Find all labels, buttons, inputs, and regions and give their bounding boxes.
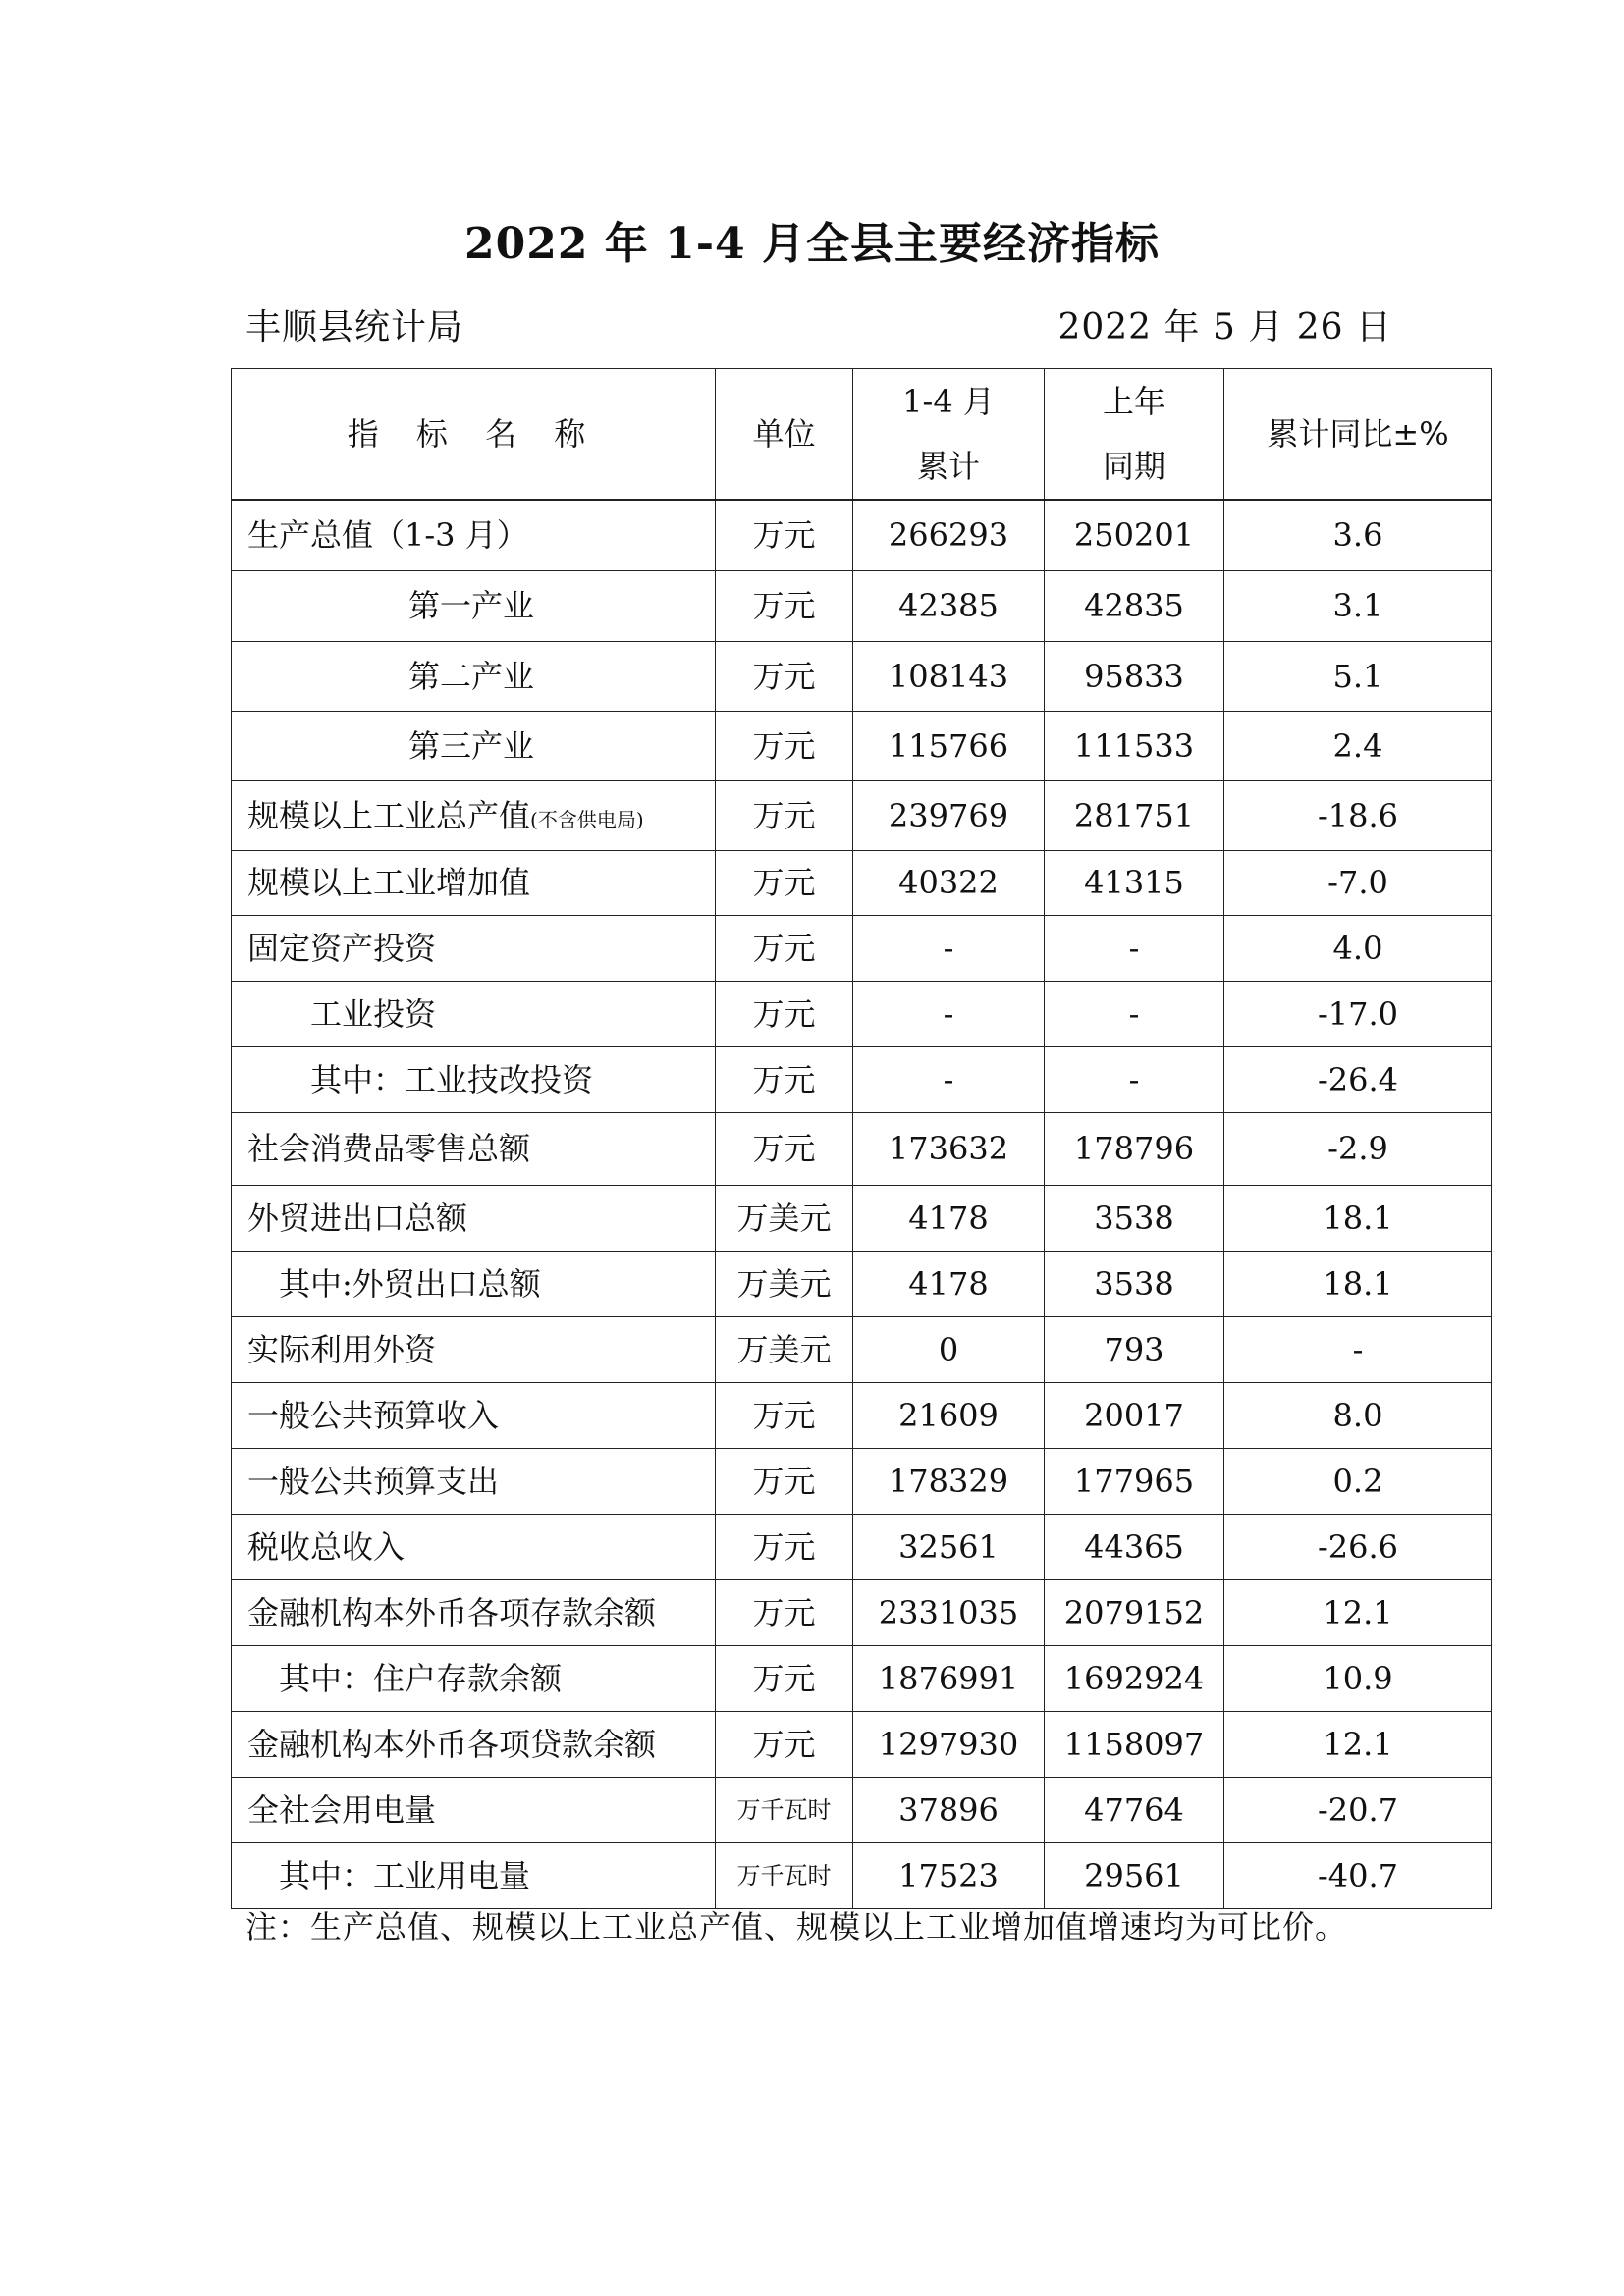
row-change: 3.1 bbox=[1224, 570, 1492, 641]
row-prior: 1692924 bbox=[1045, 1645, 1224, 1711]
table-row bbox=[232, 1711, 1492, 1777]
table-row bbox=[232, 850, 1492, 915]
row-current: 4178 bbox=[853, 1251, 1045, 1316]
row-prior: 1158097 bbox=[1045, 1711, 1224, 1777]
row-name: 金融机构本外币各项贷款余额 bbox=[232, 1711, 716, 1777]
table-row bbox=[232, 1251, 1492, 1316]
header-change: 累计同比±% bbox=[1224, 369, 1492, 501]
row-unit: 万千瓦时 bbox=[716, 1842, 853, 1908]
table-row bbox=[232, 1112, 1492, 1185]
table-row bbox=[232, 1645, 1492, 1711]
table-row bbox=[232, 1046, 1492, 1112]
row-prior: 29561 bbox=[1045, 1842, 1224, 1908]
header-unit: 单位 bbox=[716, 369, 853, 501]
table-row bbox=[232, 711, 1492, 780]
row-prior: 177965 bbox=[1045, 1448, 1224, 1514]
row-change: -20.7 bbox=[1224, 1777, 1492, 1842]
row-current: 21609 bbox=[853, 1382, 1045, 1448]
row-change: 18.1 bbox=[1224, 1185, 1492, 1251]
row-change: 12.1 bbox=[1224, 1579, 1492, 1645]
row-prior: 281751 bbox=[1045, 780, 1224, 850]
row-unit: 万元 bbox=[716, 1382, 853, 1448]
row-current: 115766 bbox=[853, 711, 1045, 780]
row-name: 外贸进出口总额 bbox=[232, 1185, 716, 1251]
row-change: -40.7 bbox=[1224, 1842, 1492, 1908]
row-current: 239769 bbox=[853, 780, 1045, 850]
row-current: 4178 bbox=[853, 1185, 1045, 1251]
row-current: - bbox=[853, 915, 1045, 981]
row-change: 18.1 bbox=[1224, 1251, 1492, 1316]
report-date: 2022 年 5 月 26 日 bbox=[1057, 307, 1392, 347]
row-change: -17.0 bbox=[1224, 981, 1492, 1046]
table-row bbox=[232, 981, 1492, 1046]
table-row bbox=[232, 1316, 1492, 1382]
header-indicator-name: 指 标 名 称 bbox=[232, 369, 716, 501]
row-current: 108143 bbox=[853, 641, 1045, 711]
table-row bbox=[232, 570, 1492, 641]
row-name: 固定资产投资 bbox=[232, 915, 716, 981]
row-change: - bbox=[1224, 1316, 1492, 1382]
row-name: 金融机构本外币各项存款余额 bbox=[232, 1579, 716, 1645]
row-name-note: (不含供电局) bbox=[530, 807, 644, 831]
row-current: 42385 bbox=[853, 570, 1045, 641]
row-prior: 793 bbox=[1045, 1316, 1224, 1382]
header-current bbox=[853, 369, 1045, 501]
row-name: 其中：工业用电量 bbox=[232, 1842, 716, 1908]
row-change: 3.6 bbox=[1224, 500, 1492, 570]
row-unit: 万元 bbox=[716, 1514, 853, 1579]
row-name: 社会消费品零售总额 bbox=[232, 1112, 716, 1185]
row-change: 4.0 bbox=[1224, 915, 1492, 981]
header-prior-line1: 上年 bbox=[1102, 383, 1165, 420]
row-name-text: 规模以上工业总产值 bbox=[247, 796, 531, 834]
row-unit: 万元 bbox=[716, 1645, 853, 1711]
row-name: 规模以上工业增加值 bbox=[232, 850, 716, 915]
row-unit: 万元 bbox=[716, 780, 853, 850]
row-change: -18.6 bbox=[1224, 780, 1492, 850]
header-prior bbox=[1045, 369, 1224, 501]
table-row bbox=[232, 1514, 1492, 1579]
row-name: 全社会用电量 bbox=[232, 1777, 716, 1842]
row-current: - bbox=[853, 981, 1045, 1046]
page-title: 2022 年 1-4 月全县主要经济指标 bbox=[464, 219, 1160, 269]
row-prior: 178796 bbox=[1045, 1112, 1224, 1185]
table-row bbox=[232, 1185, 1492, 1251]
row-unit: 万元 bbox=[716, 711, 853, 780]
row-unit: 万元 bbox=[716, 570, 853, 641]
indicator-table bbox=[231, 368, 1492, 1909]
row-unit: 万元 bbox=[716, 1112, 853, 1185]
row-change: 2.4 bbox=[1224, 711, 1492, 780]
row-name bbox=[232, 780, 716, 850]
row-current: 1297930 bbox=[853, 1711, 1045, 1777]
row-name: 第二产业 bbox=[232, 641, 716, 711]
table-row bbox=[232, 1382, 1492, 1448]
row-unit: 万美元 bbox=[716, 1185, 853, 1251]
header-current-line1: 1-4 月 bbox=[902, 383, 995, 420]
row-current: 37896 bbox=[853, 1777, 1045, 1842]
row-prior: - bbox=[1045, 915, 1224, 981]
row-prior: 3538 bbox=[1045, 1251, 1224, 1316]
row-unit: 万千瓦时 bbox=[716, 1777, 853, 1842]
row-prior: 42835 bbox=[1045, 570, 1224, 641]
row-prior: 3538 bbox=[1045, 1185, 1224, 1251]
row-prior: - bbox=[1045, 981, 1224, 1046]
table-row bbox=[232, 1842, 1492, 1908]
row-name: 其中：工业技改投资 bbox=[232, 1046, 716, 1112]
header-prior-line2: 同期 bbox=[1102, 448, 1165, 485]
row-unit: 万元 bbox=[716, 1711, 853, 1777]
row-unit: 万美元 bbox=[716, 1316, 853, 1382]
row-current: - bbox=[853, 1046, 1045, 1112]
row-prior: 44365 bbox=[1045, 1514, 1224, 1579]
row-prior: 47764 bbox=[1045, 1777, 1224, 1842]
row-prior: 2079152 bbox=[1045, 1579, 1224, 1645]
row-current: 173632 bbox=[853, 1112, 1045, 1185]
row-name: 税收总收入 bbox=[232, 1514, 716, 1579]
row-unit: 万元 bbox=[716, 641, 853, 711]
table-row bbox=[232, 915, 1492, 981]
row-unit: 万元 bbox=[716, 1448, 853, 1514]
row-change: -7.0 bbox=[1224, 850, 1492, 915]
row-name: 生产总值（1-3 月） bbox=[232, 500, 716, 570]
row-name: 工业投资 bbox=[232, 981, 716, 1046]
row-change: 10.9 bbox=[1224, 1645, 1492, 1711]
row-current: 17523 bbox=[853, 1842, 1045, 1908]
table-row bbox=[232, 780, 1492, 850]
row-current: 1876991 bbox=[853, 1645, 1045, 1711]
row-current: 2331035 bbox=[853, 1579, 1045, 1645]
table-row bbox=[232, 1777, 1492, 1842]
row-prior: 111533 bbox=[1045, 711, 1224, 780]
table-row bbox=[232, 641, 1492, 711]
row-prior: 41315 bbox=[1045, 850, 1224, 915]
row-unit: 万元 bbox=[716, 1046, 853, 1112]
issuer: 丰顺县统计局 bbox=[245, 307, 464, 347]
row-unit: 万元 bbox=[716, 850, 853, 915]
row-current: 266293 bbox=[853, 500, 1045, 570]
row-name: 一般公共预算收入 bbox=[232, 1382, 716, 1448]
row-change: -2.9 bbox=[1224, 1112, 1492, 1185]
row-current: 0 bbox=[853, 1316, 1045, 1382]
table-header-row bbox=[232, 369, 1492, 501]
row-change: -26.4 bbox=[1224, 1046, 1492, 1112]
row-change: -26.6 bbox=[1224, 1514, 1492, 1579]
row-change: 12.1 bbox=[1224, 1711, 1492, 1777]
row-prior: 250201 bbox=[1045, 500, 1224, 570]
row-name: 一般公共预算支出 bbox=[232, 1448, 716, 1514]
row-prior: 20017 bbox=[1045, 1382, 1224, 1448]
row-current: 32561 bbox=[853, 1514, 1045, 1579]
row-current: 40322 bbox=[853, 850, 1045, 915]
row-change: 5.1 bbox=[1224, 641, 1492, 711]
row-prior: - bbox=[1045, 1046, 1224, 1112]
header-current-line2: 累计 bbox=[916, 448, 980, 485]
row-current: 178329 bbox=[853, 1448, 1045, 1514]
row-unit: 万元 bbox=[716, 981, 853, 1046]
row-unit: 万元 bbox=[716, 915, 853, 981]
footnote: 注：生产总值、规模以上工业总产值、规模以上工业增加值增速均为可比价。 bbox=[245, 1908, 1348, 1946]
row-name: 其中：住户存款余额 bbox=[232, 1645, 716, 1711]
row-change: 8.0 bbox=[1224, 1382, 1492, 1448]
table-row bbox=[232, 1448, 1492, 1514]
row-name: 第一产业 bbox=[232, 570, 716, 641]
row-unit: 万美元 bbox=[716, 1251, 853, 1316]
table-row bbox=[232, 500, 1492, 570]
row-prior: 95833 bbox=[1045, 641, 1224, 711]
table-row bbox=[232, 1579, 1492, 1645]
row-unit: 万元 bbox=[716, 500, 853, 570]
row-change: 0.2 bbox=[1224, 1448, 1492, 1514]
row-name: 实际利用外资 bbox=[232, 1316, 716, 1382]
row-name: 第三产业 bbox=[232, 711, 716, 780]
row-name: 其中:外贸出口总额 bbox=[232, 1251, 716, 1316]
row-unit: 万元 bbox=[716, 1579, 853, 1645]
